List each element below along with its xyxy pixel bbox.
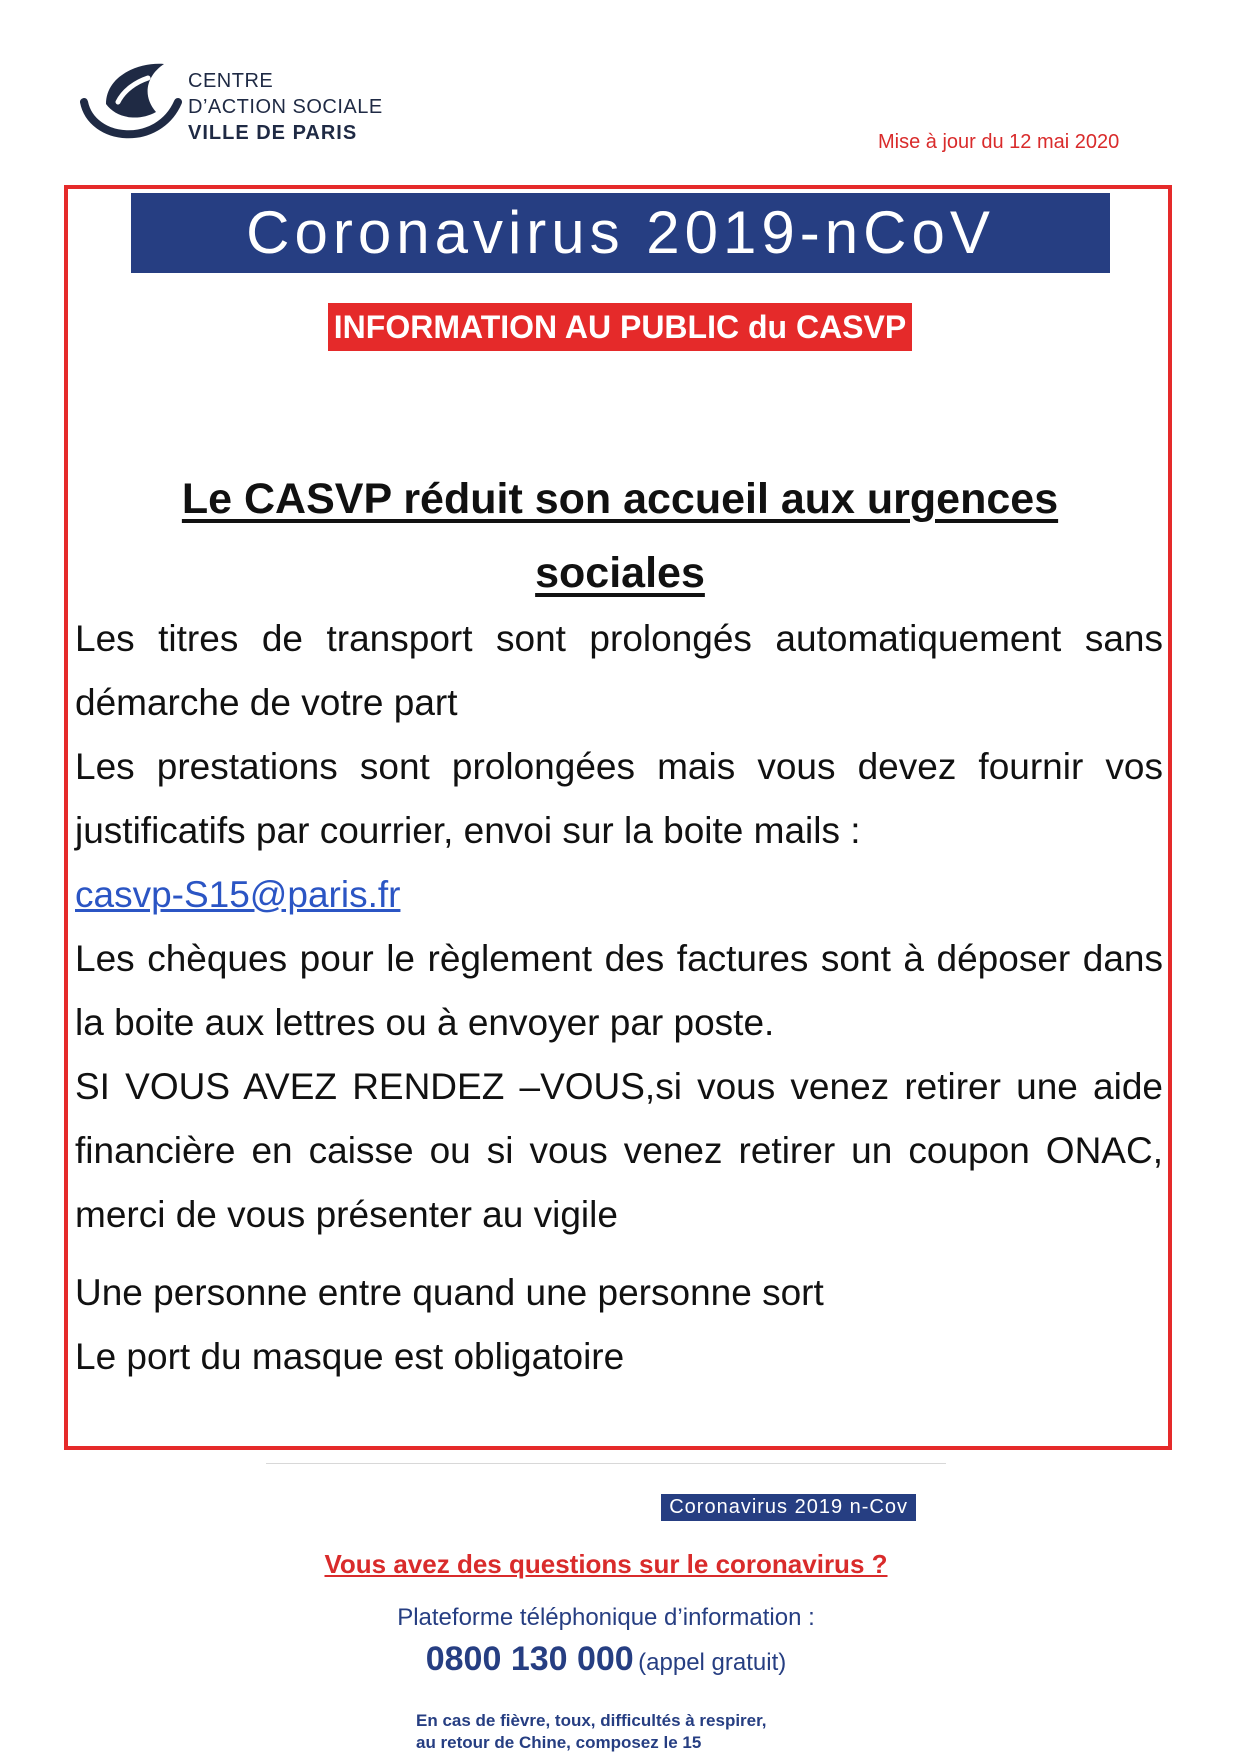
email-link[interactable]: casvp-S15@paris.fr — [75, 874, 401, 915]
update-date: Mise à jour du 12 mai 2020 — [878, 131, 1120, 153]
poster-note-line-1: En cas de fièvre, toux, difficultés à respirer, — [416, 1711, 767, 1730]
info-label: INFORMATION AU PUBLIC du CASVP — [328, 303, 912, 351]
coronavirus-banner: Coronavirus 2019-nCoV — [131, 193, 1110, 273]
notice-body — [75, 607, 1163, 1389]
logo-line-2: D’ACTION SOCIALE — [188, 96, 383, 118]
paragraph-cheques: Les chèques pour le règlement des factures sont à déposer dans la boite aux lettres ou à envoyer par poste. — [75, 938, 1163, 1043]
info-label-row — [0, 303, 1240, 351]
paragraph-entry-rule: Une personne entre quand une personne sort — [75, 1272, 824, 1313]
heading-line-1: Le CASVP réduit son accueil aux urgences — [181, 475, 1059, 523]
poster-phone-number: 0800 130 000 — [425, 1640, 634, 1678]
notice-heading — [120, 462, 1120, 610]
poster-platform: Plateforme téléphonique d’information : — [397, 1604, 815, 1631]
paragraph-transport: Les titres de transport sont prolongés automatiquement sans démarche de votre part — [75, 618, 1163, 723]
poster-free-call: (appel gratuit) — [638, 1649, 787, 1676]
poster-badge: Coronavirus 2019 n-Cov — [661, 1494, 916, 1521]
info-poster — [266, 1463, 946, 1755]
poster-note — [416, 1710, 916, 1754]
logo-text — [188, 68, 383, 146]
paragraph-prestations: Les prestations sont prolongées mais vous devez fournir vos justificatifs par courrier, envoi sur la boite mails : — [75, 746, 1163, 851]
poster-question: Vous avez des questions sur le coronavirus ? — [324, 1549, 888, 1579]
casvp-logo-icon — [76, 60, 186, 155]
logo-line-3: VILLE DE PARIS — [188, 122, 358, 144]
poster-phone-row — [266, 1640, 946, 1679]
logo-line-1: CENTRE — [188, 70, 274, 92]
paragraph-rendez-vous: SI VOUS AVEZ RENDEZ –VOUS,si vous venez retirer une aide financière en caisse ou si vous venez retirer un coupon ONAC, merci de vous présenter au vigile — [75, 1066, 1163, 1235]
poster-note-line-2: au retour de Chine, composez le 15 — [416, 1733, 702, 1752]
paragraph-mask-rule: Le port du masque est obligatoire — [75, 1336, 625, 1377]
heading-line-2: sociales — [535, 549, 705, 597]
